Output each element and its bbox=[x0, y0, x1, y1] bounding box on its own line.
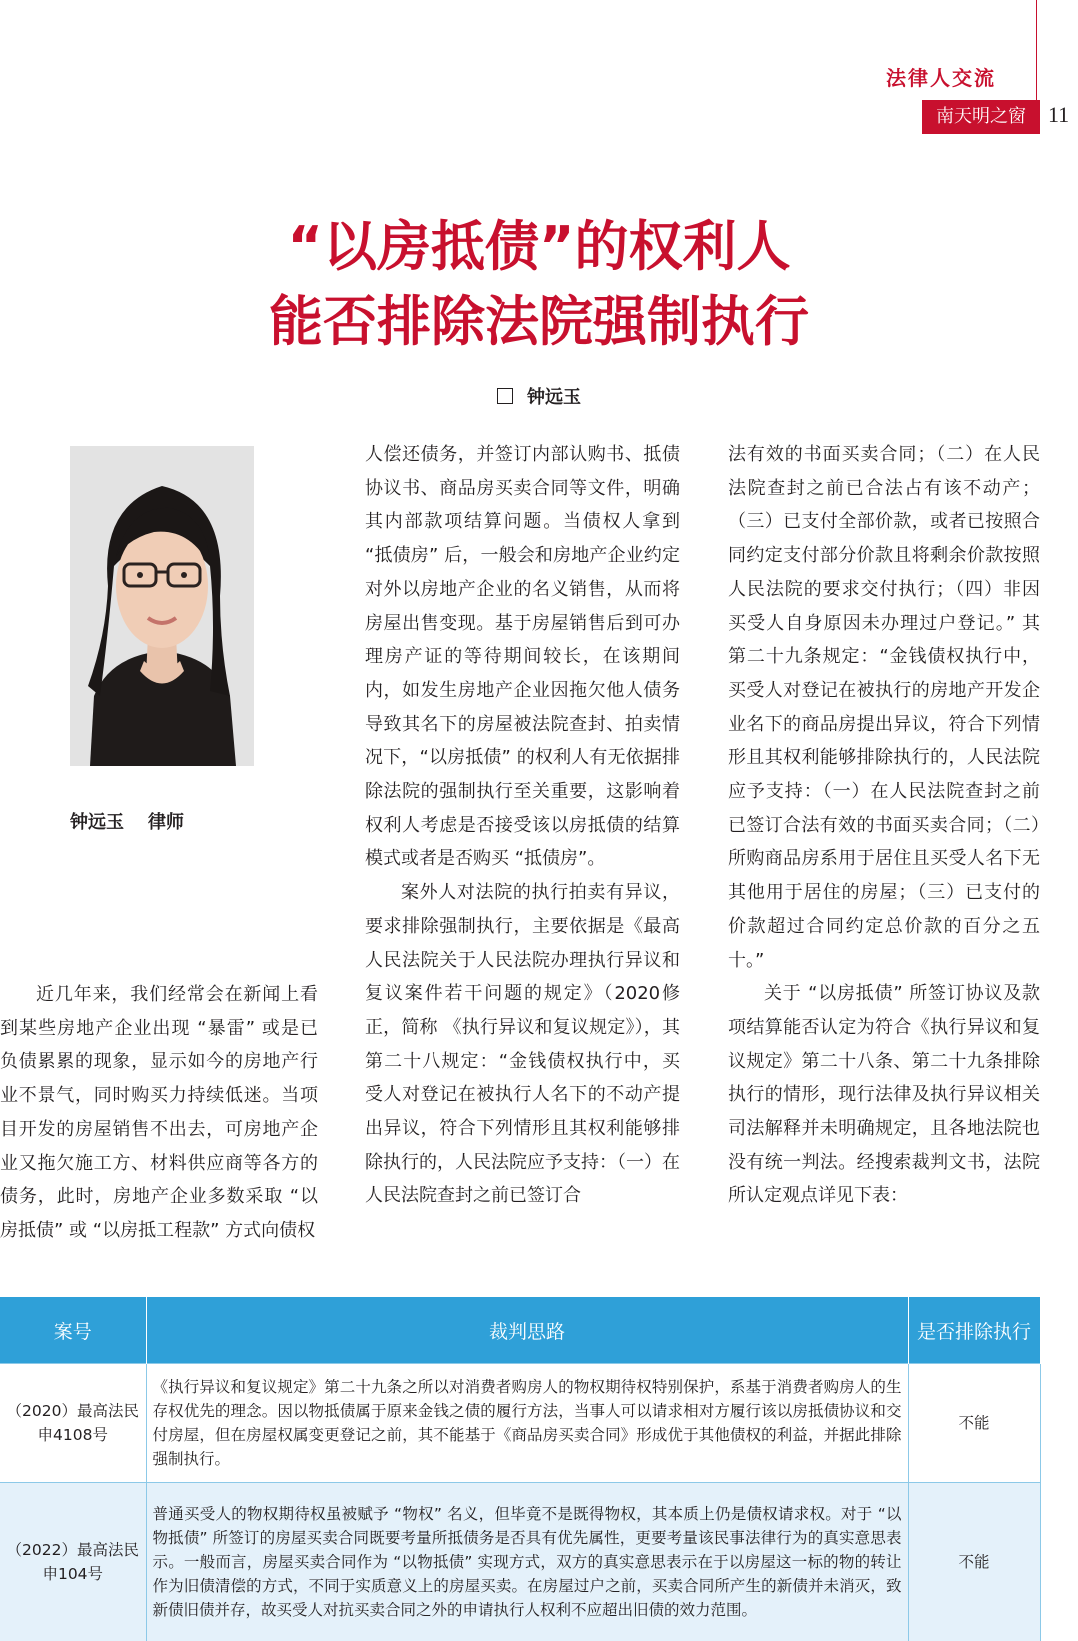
paragraph: 人偿还债务，并签订内部认购书、抵债协议书、商品房买卖合同等文件，明确其内部款项结算问题。当债权人拿到 “抵债房” 后，一般会和房地产企业约定对外以房地产企业的名义销售，从而将房屋出售变现。基于房屋销售后到可办理房产证的等待期间较长，在该期间内，如发生房地产企业因拖欠他人债务导致其名下的房屋被法院查封、拍卖情况下，“以房抵债” 的权利人有无依据排除法院的强制执行至关重要，这影响着权利人考虑是否接受该以房抵债的结算模式或者是否购买 “抵债房”。 bbox=[365, 438, 680, 876]
cell-case-number: （2020）最高法民申4108号 bbox=[0, 1364, 146, 1483]
paragraph: 近几年来，我们经常会在新闻上看到某些房地产企业出现 “暴雷” 或是已负债累累的现象，显示如今的房地产行业不景气，同时购买力持续低迷。当项目开发的房屋销售不出去，可房地产企业又拖欠施工方、材料供应商等各方的债务，此时，房地产企业多数采取 “以房抵债” 或 “以房抵工程款” 方式向债权 bbox=[0, 978, 318, 1248]
table-row bbox=[0, 1483, 1040, 1641]
column-label: 法律人交流 bbox=[880, 62, 1040, 91]
paragraph: 法有效的书面买卖合同；（二）在人民法院查封之前已合法占有该不动产；（三）已支付全部价款，或者已按照合同约定支付部分价款且将剩余价款按照人民法院的要求交付执行；（四）非因买受人自身原因未办理过户登记。” 其第二十九条规定：“金钱债权执行中，买受人对登记在被执行的房地产开发企业名下的商品房提出异议，符合下列情形且其权利能够排除执行的，人民法院应予支持：（一）在人民法院查封之前已签订合法有效的书面买卖合同；（二）所购商品房系用于居住且买受人名下无其他用于居住的房屋；（三）已支付的价款超过合同约定总价款的百分之五十。” bbox=[728, 438, 1040, 977]
section-tag: 南天明之窗 bbox=[922, 100, 1040, 134]
cell-result: 不能 bbox=[908, 1364, 1040, 1483]
table-header-row bbox=[0, 1297, 1040, 1364]
article-title-line-2: 能否排除法院强制执行 bbox=[0, 287, 1078, 357]
author-name: 钟远玉 bbox=[527, 387, 581, 408]
header-rule bbox=[1036, 0, 1037, 112]
page-number: 11 bbox=[1048, 102, 1069, 128]
paragraph: 案外人对法院的执行拍卖有异议，要求排除强制执行，主要依据是《最高人民法院关于人民法院办理执行异议和复议案件若干问题的规定》（2020修正，简称 《执行异议和复议规定》），其第二十八规定：“金钱债权执行中，买受人对登记在被执行人名下的不动产提出异议，符合下列情形且其权利能够排除执行的，人民法院应予支持：（一）在人民法院查封之前已签订合 bbox=[365, 876, 680, 1213]
author-portrait-image bbox=[70, 446, 254, 766]
body-column-2 bbox=[365, 438, 680, 1213]
article-title-line-1: “以房抵债”的权利人 bbox=[0, 212, 1078, 282]
body-column-3 bbox=[728, 438, 1040, 1213]
header-case-number: 案号 bbox=[0, 1297, 146, 1364]
cell-reasoning: 普通买受人的物权期待权虽被赋予 “物权” 名义，但毕竟不是既得物权，其本质上仍是债权请求权。对于 “以物抵债” 所签订的房屋买卖合同既要考量所抵债务是否具有优先属性，更要考量该民事法律行为的真实意思表示。一般而言，房屋买卖合同作为 “以物抵债” 实现方式，双方的真实意思表示在于以房屋这一标的物的转让作为旧债清偿的方式，不同于实质意义上的房屋买卖。在房屋过户之前，买卖合同所产生的新债并未消灭，致新债旧债并存，故买受人对抗买卖合同之外的申请执行人权利不应超出旧债的效力范围。 bbox=[146, 1483, 908, 1641]
table-row bbox=[0, 1364, 1040, 1483]
caption-name: 钟远玉 bbox=[70, 812, 124, 833]
square-icon bbox=[497, 388, 513, 404]
photo-caption bbox=[70, 808, 208, 834]
cell-result: 不能 bbox=[908, 1483, 1040, 1641]
paragraph: 关于 “以房抵债” 所签订协议及款项结算能否认定为符合《执行异议和复议规定》第二十八条、第二十九条排除执行的情形，现行法律及执行异议相关司法解释并未明确规定，且各地法院也没有统一判法。经搜索裁判文书，法院所认定观点详见下表： bbox=[728, 977, 1040, 1213]
cell-case-number: （2022）最高法民申104号 bbox=[0, 1483, 146, 1641]
body-column-1 bbox=[0, 978, 318, 1248]
case-table bbox=[0, 1297, 1041, 1641]
author-photo bbox=[70, 446, 254, 766]
byline bbox=[0, 383, 1078, 409]
header-result: 是否排除执行 bbox=[908, 1297, 1040, 1364]
caption-role: 律师 bbox=[148, 812, 184, 833]
cell-reasoning: 《执行异议和复议规定》第二十九条之所以对消费者购房人的物权期待权特别保护，系基于消费者购房人的生存权优先的理念。因以物抵债属于原来金钱之债的履行方法，当事人可以请求相对方履行该以房抵债协议和交付房屋，但在房屋权属变更登记之前，其不能基于《商品房买卖合同》形成优于其他债权的利益，并据此排除强制执行。 bbox=[146, 1364, 908, 1483]
header-reasoning: 裁判思路 bbox=[146, 1297, 908, 1364]
